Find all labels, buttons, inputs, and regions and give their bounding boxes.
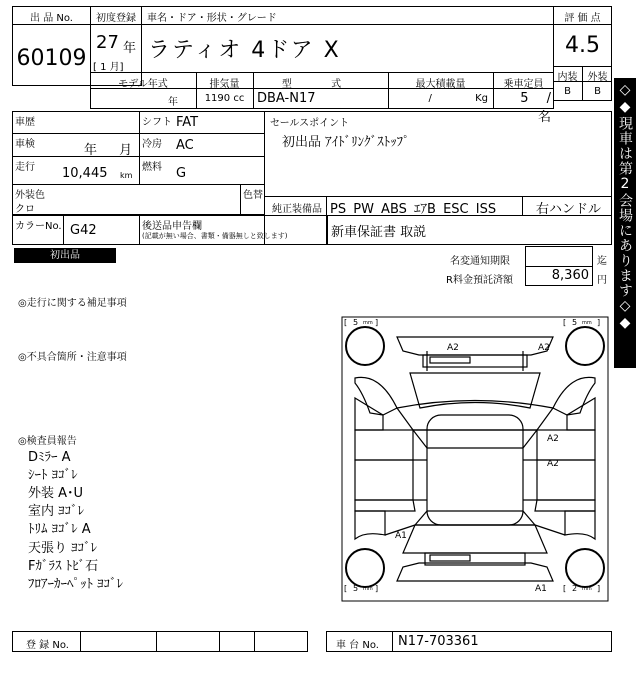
report-line: Dﾐﾗｰ A xyxy=(28,450,71,465)
report-line: ﾄﾘﾑ ﾖｺﾞﾚ A xyxy=(28,522,91,537)
tire-front-left xyxy=(346,327,384,365)
tire-front-left-depth: 5 xyxy=(353,318,359,327)
shift-value: FAT xyxy=(176,115,199,130)
first-listing-badge: 初出品 xyxy=(14,248,116,263)
mileage-value: 10,445 xyxy=(62,166,108,181)
equipment-value: PS PW ABS ｴｱB ESC ISS xyxy=(330,202,497,217)
steering-side: 右ハンドル xyxy=(536,202,602,217)
registration-year: 27 xyxy=(96,32,119,53)
defect-notes-heading: ◎不具合箇所・注意事項 xyxy=(18,352,127,363)
name-change-label: 名変通知期限 xyxy=(450,256,510,267)
type-value: DBA-N17 xyxy=(257,91,316,106)
tire-front-right xyxy=(566,327,604,365)
rear-bumper xyxy=(397,563,553,581)
roof xyxy=(427,415,523,525)
tire-front-right-depth: 5 xyxy=(572,318,578,327)
type-label: 型 式 xyxy=(281,79,360,90)
color-no-label: カラーNo. xyxy=(15,221,62,232)
damage-mark: A1 xyxy=(535,584,547,594)
report-line: Fｶﾞﾗｽ ﾄﾋﾞ石 xyxy=(28,559,99,574)
interior-grade: B xyxy=(564,86,571,97)
fuel-value: G xyxy=(176,166,187,181)
registration-number-label: 登 録 No. xyxy=(26,640,69,651)
registration-month: [ 1 月] xyxy=(93,62,124,73)
tire-rear-right-unit: mm xyxy=(582,586,592,592)
exterior-color-label: 外装色 xyxy=(15,190,45,201)
driving-notes-heading: ◎走行に関する補足事項 xyxy=(18,298,127,309)
svg-text:[: [ xyxy=(563,584,567,593)
tire-front-left-unit: mm xyxy=(363,320,373,326)
inspection-label: 車検 xyxy=(15,139,35,150)
report-line: ﾌﾛｱｰｶｰﾍﾟｯﾄ ﾖｺﾞﾚ xyxy=(28,577,124,592)
load-value: / Kg xyxy=(428,93,488,104)
tire-rear-left xyxy=(346,549,384,587)
docs-note: (記載が無い場合、書類・備器無しと致します) xyxy=(142,232,288,240)
registration-label: 初度登録 xyxy=(96,13,136,24)
load-label: 最大積載量 xyxy=(415,79,466,90)
svg-text:]: ] xyxy=(597,318,601,327)
report-line: 天張り ﾖｺﾞﾚ xyxy=(28,541,98,556)
damage-mark: A2 xyxy=(447,343,459,353)
svg-text:]: ] xyxy=(597,584,601,593)
sales-point-label: セールスポイント xyxy=(270,118,350,129)
year-unit: 年 xyxy=(123,41,137,56)
front-bumper xyxy=(397,337,553,355)
chassis-number: N17-703361 xyxy=(398,634,479,649)
location-banner: ◇◆現車は第2会場にあります◇◆ xyxy=(614,78,636,368)
lot-number: 60109 xyxy=(16,46,87,71)
inspection-value: 年 月 xyxy=(84,143,133,158)
report-line: 室内 ﾖｺﾞﾚ xyxy=(28,504,85,519)
mileage-unit: km xyxy=(120,171,133,180)
inspector-report-heading: ◎検査員報告 xyxy=(18,436,77,447)
svg-text:[: [ xyxy=(344,318,348,327)
trunk xyxy=(403,525,547,553)
svg-text:[: [ xyxy=(344,584,348,593)
displacement-label: 排気量 xyxy=(209,79,240,90)
recycle-fee-unit: 円 xyxy=(597,275,607,286)
color-no-value: G42 xyxy=(70,223,97,238)
name-change-suffix: 迄 xyxy=(597,256,607,267)
recycle-fee-label: R料金預託済額 xyxy=(446,275,513,286)
equipment-label: 純正装備品 xyxy=(272,204,322,215)
svg-text:]: ] xyxy=(375,318,379,327)
interior-grade-label: 内装 xyxy=(557,72,578,83)
damage-mark: A2 xyxy=(547,434,559,444)
recolor-label: 色替 xyxy=(243,190,263,201)
ac-value: AC xyxy=(176,138,194,153)
mileage-label: 走行 xyxy=(15,162,35,173)
warranty-text: 新車保証書 取説 xyxy=(331,225,427,240)
exterior-grade-label: 外装 xyxy=(587,72,608,83)
tire-rear-left-unit: mm xyxy=(363,586,373,592)
recycle-fee-value: 8,360 xyxy=(551,268,589,283)
ac-label: 冷房 xyxy=(142,139,162,150)
damage-mark: A1 xyxy=(395,531,407,541)
report-line: ｼｰﾄ ﾖｺﾞﾚ xyxy=(28,468,78,483)
model-year-value: 年 xyxy=(168,97,178,108)
capacity-value: 5 / 名 xyxy=(520,91,551,125)
report-line: 外装 A･U xyxy=(28,486,84,501)
shift-label: シフト xyxy=(142,117,172,128)
name-change-box xyxy=(525,246,593,267)
svg-text:[: [ xyxy=(563,318,567,327)
car-name: ラティオ 4ドア X xyxy=(148,38,341,63)
tire-rear-left-depth: 5 xyxy=(353,584,359,593)
damage-mark: A2 xyxy=(547,459,559,469)
docs-label: 後送品申告欄 xyxy=(142,221,202,232)
lot-number-label: 出 品 No. xyxy=(30,13,73,24)
history-label: 車歴 xyxy=(15,117,35,128)
model-year-label: モデル年式 xyxy=(118,79,168,90)
displacement-value: 1190 cc xyxy=(204,93,245,104)
svg-text:]: ] xyxy=(375,584,379,593)
chassis-number-label: 車 台 No. xyxy=(336,640,379,651)
sales-point-text: 初出品 ｱｲﾄﾞﾘﾝｸﾞｽﾄｯﾌﾟ xyxy=(282,135,410,150)
exterior-grade: B xyxy=(594,86,601,97)
score-value: 4.5 xyxy=(565,33,600,58)
car-name-label: 車名・ドア・形状・グレード xyxy=(147,13,277,24)
score-label: 評 価 点 xyxy=(564,13,601,24)
tire-front-right-unit: mm xyxy=(582,320,592,326)
windshield xyxy=(413,430,537,448)
damage-diagram xyxy=(335,313,615,621)
tire-rear-right-depth: 2 xyxy=(572,584,578,593)
damage-mark: A2 xyxy=(538,343,550,353)
fuel-label: 燃料 xyxy=(142,162,162,173)
exterior-color-value: クロ xyxy=(15,204,35,215)
tire-rear-right xyxy=(566,549,604,587)
capacity-label: 乗車定員 xyxy=(503,79,544,90)
